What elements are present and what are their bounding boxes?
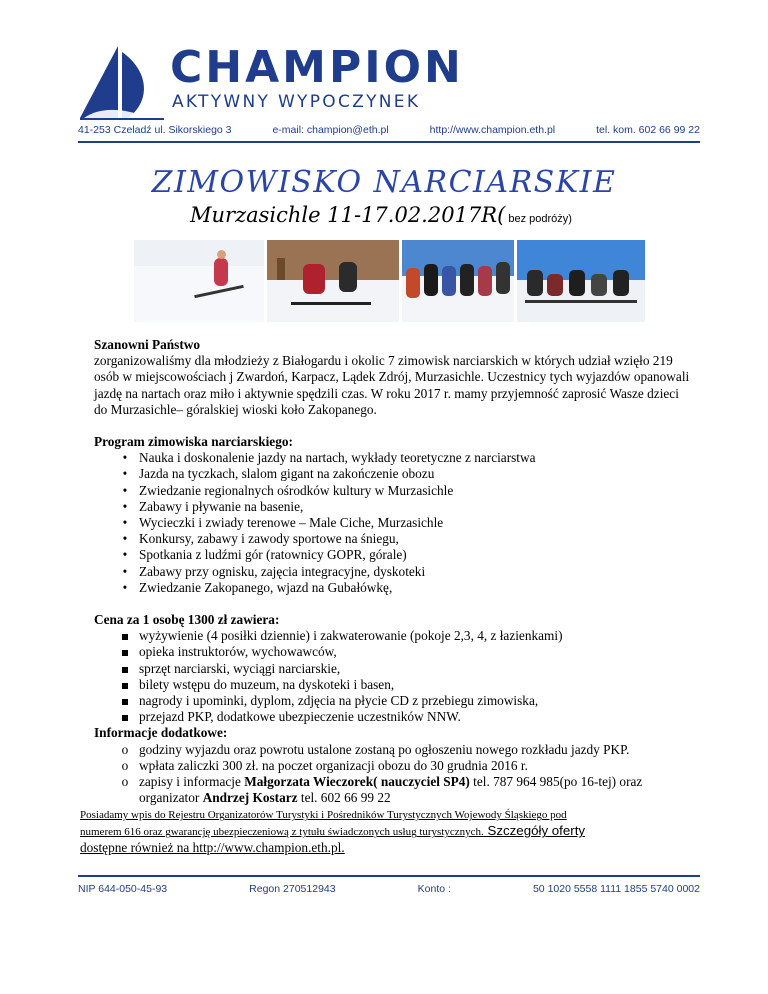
list-item: • Konkursy, zabawy i zawody sportowe na śniegu,	[122, 531, 399, 547]
phone: tel. kom. 602 66 99 22	[596, 124, 700, 136]
greeting: Szanowni Państwo	[94, 337, 201, 352]
price-heading: Cena za 1 osobę 1300 zł zawiera:	[94, 612, 280, 628]
address: 41-253 Czeladź ul. Sikorskiego 3	[78, 124, 232, 136]
list-item: • Wycieczki i zwiady terenowe – Male Ciche, Murzasichle	[122, 515, 444, 531]
brand-tagline: AKTYWNY WYPOCZYNEK	[172, 92, 421, 112]
list-item: • Jazda na tyczkach, slalom gigant na zakończenie obozu	[122, 466, 435, 482]
additional-heading: Informacje dodatkowe:	[94, 725, 228, 741]
list-item: • Nauka i doskonalenie jazdy na nartach, wykłady teoretyczne z narciarstwa	[122, 450, 536, 466]
list-item: • Zabawy i pływanie na basenie,	[122, 498, 304, 514]
registry-note-line1: Posiadamy wpis do Rejestru Organizatorów Turystyki i Pośredników Turystycznych Wojewody Śląskiego pod	[80, 809, 567, 822]
letter-body	[80, 337, 694, 857]
list-item: • Zwiedzanie Zakopanego, wjazd na Gubałówkę,	[122, 579, 393, 595]
header-divider	[78, 141, 700, 143]
subtitle-text: Murzasichle 11-17.02.2017R(	[190, 203, 506, 227]
list-item: sprzęt narciarski, wyciągi narciarskie,	[94, 661, 694, 677]
instructor-photo	[267, 240, 399, 322]
regon: Regon 270512943	[249, 883, 336, 895]
subtitle-note: bez podróży)	[505, 213, 572, 225]
list-item: przejazd PKP, dodatkowe ubezpieczenie uczestników NNW.	[94, 709, 694, 725]
list-item: wyżywienie (4 posiłki dziennie) i zakwaterowanie (pokoje 2,3, 4, z łazienkami)	[94, 628, 694, 644]
footer-divider	[78, 875, 700, 877]
program-heading: Program zimowiska narciarskiego:	[94, 434, 293, 450]
registry-note-line2: numerem 616 oraz gwarancję ubezpieczeniową z tytułu świadczonych usług turystycznych.	[80, 826, 484, 839]
list-item: o zapisy i informacje Małgorzata Wieczorek( nauczyciel SP4) tel. 787 964 985(po 16-tej) oraz organizator Andrzej Kostarz tel. 602 66 99 22	[121, 774, 643, 806]
list-item: opieka instruktorów, wychowawców,	[94, 644, 694, 660]
details-link[interactable]: dostępne również na http://www.champion.eth.pl.	[80, 840, 345, 856]
nip: NIP 644-050-45-93	[78, 883, 168, 895]
additional-list	[94, 742, 694, 807]
list-item: o wpłata zaliczki 300 zł. na poczet organizacji obozu do 30 grudnia 2016 r.	[121, 757, 528, 773]
list-item: bilety wstępu do muzeum, na dyskoteki i basen,	[94, 677, 694, 693]
page-title: ZIMOWISKO NARCIARSKIE	[151, 165, 617, 200]
champion-logo-icon	[78, 42, 166, 120]
konto-label: Konto :	[417, 883, 451, 895]
page-subtitle	[190, 203, 572, 227]
group-sitting-photo	[517, 240, 645, 322]
skier-photo	[134, 240, 264, 322]
list-item: nagrody i upominki, dyplom, zdjęcia na płycie CD z przebiegu zimowiska,	[94, 693, 694, 709]
konto-number: 50 1020 5558 1111 1855 5740 0002	[532, 883, 700, 895]
intro-text: zorganizowaliśmy dla młodzieży z Białogardu i okolic 7 zimowisk narciarskich w których udział wzięło 219 osób w miejscowościach j Zwardoń, Karpacz, Lądek Zdrój, Murzasichle. Uczestnicy tych wyjazdów opanowali jazdę na nartach oraz miło i aktywnie spędzili czas. W roku 2017 r. mamy przyjemność zaprosić Wasze dzieci do Murzasichle– góralskiej wioski koło Zakopanego.	[94, 353, 690, 417]
details-text: Szczegóły oferty	[483, 823, 586, 839]
website[interactable]: http://www.champion.eth.pl	[429, 124, 556, 136]
program-list	[94, 450, 694, 596]
photo-strip	[134, 240, 650, 322]
list-item: • Zwiedzanie regionalnych ośrodków kultury w Murzasichle	[122, 482, 454, 498]
price-list	[94, 628, 694, 725]
email[interactable]: e-mail: champion@eth.pl	[272, 124, 389, 136]
contact-row	[78, 124, 700, 136]
list-item: • Spotkania z ludźmi gór (ratownicy GOPR, górale)	[122, 547, 407, 563]
list-item: o godziny wyjazdu oraz powrotu ustalone zostaną po ogłoszeniu nowego rozkładu jazdy PKP.	[121, 741, 630, 757]
group-photo	[402, 240, 514, 322]
list-item: • Zabawy przy ognisku, zajęcia integracyjne, dyskoteki	[122, 563, 426, 579]
footer-row	[78, 883, 700, 895]
brand-name: CHAMPION	[170, 42, 464, 93]
